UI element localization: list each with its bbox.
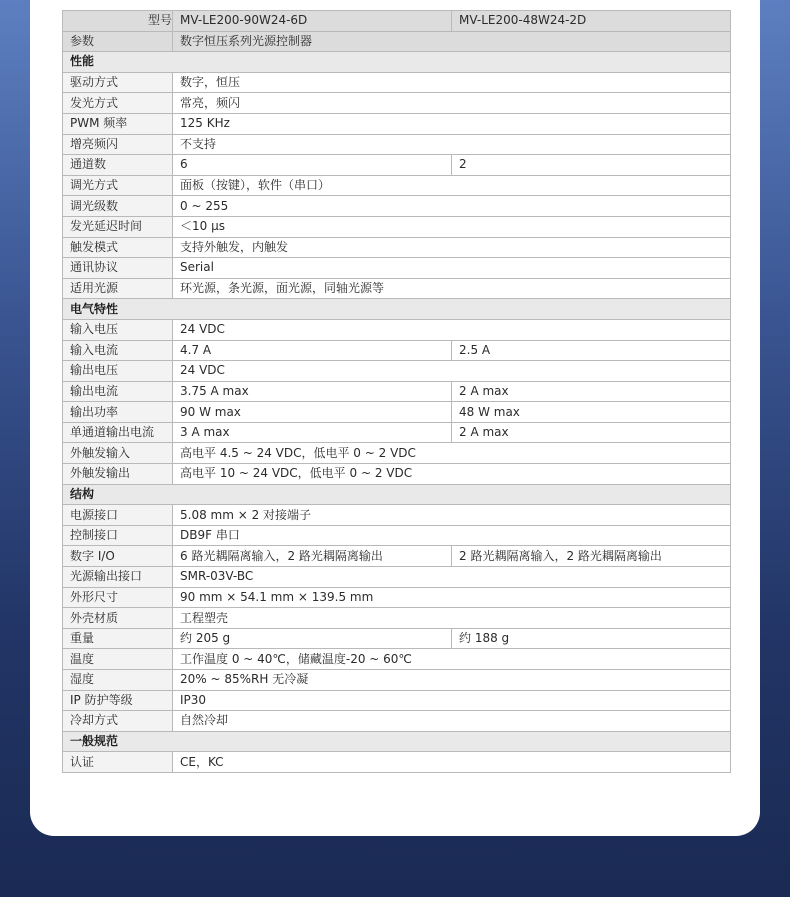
- row-value-2: 2.5 A: [452, 340, 731, 361]
- row-value: 常亮，频闪: [173, 93, 731, 114]
- table-row: [63, 319, 731, 340]
- row-label: PWM 频率: [63, 113, 173, 134]
- table-row: [63, 381, 731, 402]
- row-value: 工作温度 0 ~ 40℃，储藏温度-20 ~ 60℃: [173, 649, 731, 670]
- spec-card: [30, 0, 760, 836]
- section-title: 一般规范: [63, 731, 731, 752]
- table-row: [63, 670, 731, 691]
- row-value: 面板（按键），软件（串口）: [173, 175, 731, 196]
- row-label: 认证: [63, 752, 173, 773]
- row-label: 输出电流: [63, 381, 173, 402]
- table-row: [63, 175, 731, 196]
- row-label: 适用光源: [63, 278, 173, 299]
- section-header: [63, 52, 731, 73]
- table-row: [63, 422, 731, 443]
- section-title: 电气特性: [63, 299, 731, 320]
- row-value: 支持外触发，内触发: [173, 237, 731, 258]
- row-value-2: 48 W max: [452, 402, 731, 423]
- row-label: 单通道输出电流: [63, 422, 173, 443]
- table-row: [63, 216, 731, 237]
- row-value: 4.7 A: [173, 340, 452, 361]
- row-value: Serial: [173, 258, 731, 279]
- table-row: [63, 72, 731, 93]
- table-row: [63, 628, 731, 649]
- row-value: 0 ~ 255: [173, 196, 731, 217]
- table-row: [63, 258, 731, 279]
- row-value: 自然冷却: [173, 711, 731, 732]
- table-row: [63, 525, 731, 546]
- row-label: 输入电压: [63, 319, 173, 340]
- model-2: MV-LE200-48W24-2D: [452, 11, 731, 32]
- row-value: 20% ~ 85%RH 无冷凝: [173, 670, 731, 691]
- row-label: 发光方式: [63, 93, 173, 114]
- row-label: 外触发输出: [63, 464, 173, 485]
- row-value: 工程塑壳: [173, 608, 731, 629]
- section-header: [63, 299, 731, 320]
- row-value: CE，KC: [173, 752, 731, 773]
- table-row: [63, 567, 731, 588]
- row-label: 温度: [63, 649, 173, 670]
- table-row: [63, 443, 731, 464]
- row-value: 3.75 A max: [173, 381, 452, 402]
- row-label: 通讯协议: [63, 258, 173, 279]
- param-header-row: [63, 31, 731, 52]
- row-value: 约 205 g: [173, 628, 452, 649]
- row-label: 外形尺寸: [63, 587, 173, 608]
- section-header: [63, 731, 731, 752]
- section-header: [63, 484, 731, 505]
- table-row: [63, 93, 731, 114]
- table-row: [63, 546, 731, 567]
- table-row: [63, 134, 731, 155]
- section-title: 结构: [63, 484, 731, 505]
- table-row: [63, 340, 731, 361]
- row-value: ＜10 μs: [173, 216, 731, 237]
- row-label: 调光级数: [63, 196, 173, 217]
- row-value: 24 VDC: [173, 361, 731, 382]
- row-label: 数字 I/O: [63, 546, 173, 567]
- table-row: [63, 113, 731, 134]
- table-row: [63, 464, 731, 485]
- table-row: [63, 196, 731, 217]
- row-label: 冷却方式: [63, 711, 173, 732]
- row-value-2: 2 路光耦隔离输入，2 路光耦隔离输出: [452, 546, 731, 567]
- row-label: 驱动方式: [63, 72, 173, 93]
- row-value: DB9F 串口: [173, 525, 731, 546]
- model-header-row: [63, 11, 731, 32]
- row-value: 5.08 mm × 2 对接端子: [173, 505, 731, 526]
- row-label: 外触发输入: [63, 443, 173, 464]
- row-value: SMR-03V-BC: [173, 567, 731, 588]
- row-label: 外壳材质: [63, 608, 173, 629]
- row-value: 环光源，条光源，面光源，同轴光源等: [173, 278, 731, 299]
- table-row: [63, 608, 731, 629]
- row-value-2: 2 A max: [452, 381, 731, 402]
- row-value-2: 2 A max: [452, 422, 731, 443]
- row-label: 增亮频闪: [63, 134, 173, 155]
- table-row: [63, 361, 731, 382]
- param-label: 参数: [63, 31, 173, 52]
- row-value: 90 mm × 54.1 mm × 139.5 mm: [173, 587, 731, 608]
- row-value: 6: [173, 155, 452, 176]
- row-value: IP30: [173, 690, 731, 711]
- row-value: 6 路光耦隔离输入，2 路光耦隔离输出: [173, 546, 452, 567]
- table-row: [63, 237, 731, 258]
- product-description: 数字恒压系列光源控制器: [173, 31, 731, 52]
- row-label: 输入电流: [63, 340, 173, 361]
- table-row: [63, 278, 731, 299]
- table-row: [63, 155, 731, 176]
- table-row: [63, 711, 731, 732]
- row-label: 输出功率: [63, 402, 173, 423]
- row-value: 高电平 4.5 ~ 24 VDC，低电平 0 ~ 2 VDC: [173, 443, 731, 464]
- table-row: [63, 649, 731, 670]
- row-value: 125 KHz: [173, 113, 731, 134]
- table-row: [63, 505, 731, 526]
- table-row: [63, 752, 731, 773]
- row-value: 高电平 10 ~ 24 VDC，低电平 0 ~ 2 VDC: [173, 464, 731, 485]
- spec-table: [62, 10, 731, 773]
- row-label: 通道数: [63, 155, 173, 176]
- row-value: 数字，恒压: [173, 72, 731, 93]
- row-value-2: 2: [452, 155, 731, 176]
- row-label: 湿度: [63, 670, 173, 691]
- model-1: MV-LE200-90W24-6D: [173, 11, 452, 32]
- table-row: [63, 587, 731, 608]
- row-label: IP 防护等级: [63, 690, 173, 711]
- row-value: 3 A max: [173, 422, 452, 443]
- row-label: 触发模式: [63, 237, 173, 258]
- row-label: 发光延迟时间: [63, 216, 173, 237]
- model-label: 型号: [63, 11, 173, 32]
- row-label: 输出电压: [63, 361, 173, 382]
- row-value: 90 W max: [173, 402, 452, 423]
- section-title: 性能: [63, 52, 731, 73]
- row-label: 光源输出接口: [63, 567, 173, 588]
- row-value: 24 VDC: [173, 319, 731, 340]
- row-value-2: 约 188 g: [452, 628, 731, 649]
- table-row: [63, 402, 731, 423]
- row-label: 重量: [63, 628, 173, 649]
- row-value: 不支持: [173, 134, 731, 155]
- row-label: 电源接口: [63, 505, 173, 526]
- row-label: 控制接口: [63, 525, 173, 546]
- row-label: 调光方式: [63, 175, 173, 196]
- table-row: [63, 690, 731, 711]
